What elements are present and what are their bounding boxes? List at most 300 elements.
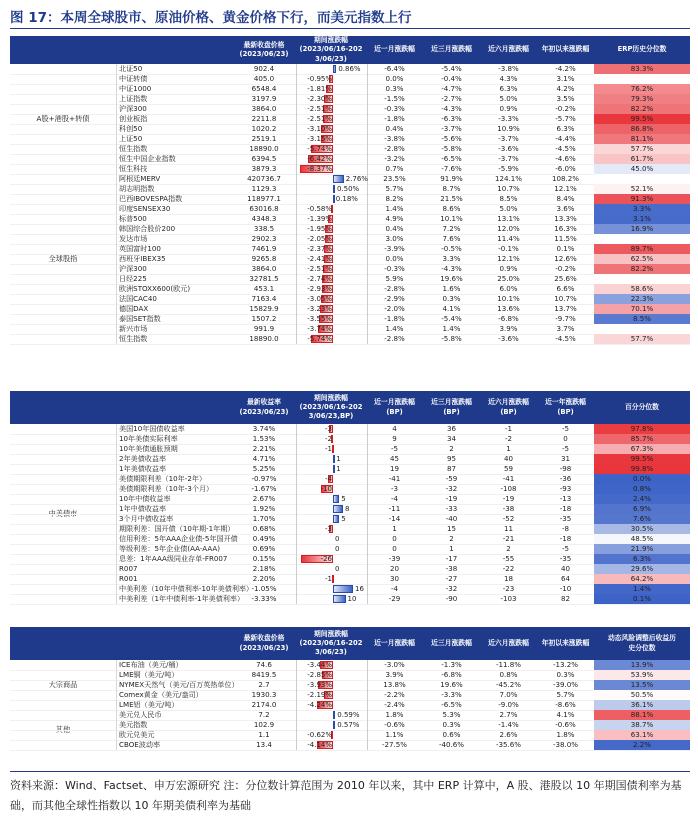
row-value: 1.8% <box>556 730 575 739</box>
change-label: -3.05% <box>307 295 332 303</box>
row-value: 8.4% <box>556 194 575 203</box>
row-name: 美元兑人民币 <box>116 710 235 720</box>
row-value: 2.7% <box>499 710 518 719</box>
percentile-cell: 8.5% <box>594 314 690 324</box>
row-name: 英国富时100 <box>116 244 235 254</box>
row-value: 0.3% <box>442 720 461 729</box>
row-value: 0.3% <box>556 670 575 679</box>
row-value: -0.6% <box>384 720 405 729</box>
change-label: -3.74% <box>307 325 332 333</box>
row-name: 发达市场 <box>116 234 235 244</box>
row-name: 阿根廷MERV <box>116 174 235 184</box>
header-cell: 期间涨跌幅 (2023/06/16-202 3/06/23,BP) <box>299 393 363 421</box>
row-value: 118977.1 <box>247 194 281 203</box>
negative-bar <box>332 575 334 583</box>
row-value: 902.4 <box>253 64 275 73</box>
row-value: 108.2% <box>551 174 580 183</box>
row-value: 0.4% <box>385 224 404 233</box>
row-value: 4.3% <box>499 74 518 83</box>
row-value: -4 <box>390 494 399 503</box>
row-value: -40.6% <box>438 740 465 749</box>
change-label: -2.37% <box>307 245 332 253</box>
row-value: 4.2% <box>556 84 575 93</box>
change-label: 0.59% <box>337 711 360 719</box>
row-name: 胡志明指数 <box>116 184 235 194</box>
row-value: 3.7% <box>556 324 575 333</box>
row-value: 6548.4 <box>251 84 277 93</box>
row-value: 12.0% <box>497 224 520 233</box>
row-name: 信用利差：5年AAA企业债-5年国开债 <box>116 534 235 544</box>
change-bar-cell <box>296 444 368 454</box>
percentile-cell <box>594 234 690 244</box>
change-label: -2.51% <box>307 115 332 123</box>
row-value: -36 <box>559 474 572 483</box>
header-cell <box>10 391 116 424</box>
row-value: -5.9% <box>498 164 519 173</box>
row-value: 8.6% <box>442 204 461 213</box>
change-bar-cell <box>296 104 368 114</box>
change-bar-cell <box>296 720 368 730</box>
change-bar-cell <box>296 594 368 604</box>
row-value: 2519.1 <box>251 134 277 143</box>
row-value: 25.0% <box>497 274 520 283</box>
group-label: 其他 <box>55 725 71 734</box>
positive-bar <box>333 721 335 729</box>
row-value: -3.3% <box>441 690 462 699</box>
row-value: -10 <box>559 584 572 593</box>
percentile-cell: 52.1% <box>594 184 690 194</box>
row-name: 西班牙IBEX35 <box>116 254 235 264</box>
row-value: 87 <box>446 464 457 473</box>
row-value: -98 <box>559 464 572 473</box>
row-value: 3.9% <box>499 324 518 333</box>
change-bar-cell <box>296 214 368 224</box>
change-label: -4.14% <box>307 741 332 749</box>
change-bar-cell <box>296 700 368 710</box>
change-bar-cell <box>296 134 368 144</box>
change-label: -3.55% <box>307 315 332 323</box>
change-bar-cell <box>296 204 368 214</box>
header-cell: 动态风险调整后收益历 史分位数 <box>608 634 676 652</box>
change-label: -3.15% <box>307 135 332 143</box>
row-value: -35 <box>559 514 572 523</box>
row-value: -108 <box>500 484 517 493</box>
change-label: -2.51% <box>307 265 332 273</box>
row-value: 32781.5 <box>249 274 279 283</box>
row-value: 13.8% <box>383 680 406 689</box>
row-name: 息差：1年AAA级同业存单-FR007 <box>116 554 235 564</box>
percentile-cell: 22.3% <box>594 294 690 304</box>
change-bar-cell <box>296 284 368 294</box>
row-value: -7.6% <box>441 164 462 173</box>
row-name: 欧元兑美元 <box>116 730 235 740</box>
row-name: 日经225 <box>116 274 235 284</box>
header-cell: 近六月涨跌幅 (BP) <box>488 398 529 416</box>
change-bar-cell <box>296 690 368 700</box>
percentile-cell: 79.3% <box>594 94 690 104</box>
row-value: 6.0% <box>499 284 518 293</box>
percentile-cell: 0.1% <box>594 594 690 604</box>
row-name: 科创50 <box>116 124 235 134</box>
percentile-cell: 53.9% <box>594 670 690 680</box>
row-value: -13.2% <box>552 660 579 669</box>
change-bar-cell <box>296 154 368 164</box>
percentile-cell: 57.7% <box>594 334 690 344</box>
row-value: 1.6% <box>442 284 461 293</box>
row-value: -5.6% <box>441 134 462 143</box>
change-label: 8 <box>345 505 350 513</box>
positive-bar <box>333 195 335 203</box>
row-value: 7163.4 <box>251 294 277 303</box>
row-value: -2.4% <box>384 700 405 709</box>
row-value: 2 <box>506 544 511 553</box>
row-value: 1.92% <box>252 504 276 513</box>
row-value: -41 <box>388 474 401 483</box>
row-value: -11 <box>388 504 401 513</box>
row-value: 0.7% <box>385 164 404 173</box>
row-value: 1.4% <box>442 324 461 333</box>
header-cell <box>10 627 116 660</box>
row-value: -21 <box>502 534 515 543</box>
change-label: -3 <box>325 425 332 433</box>
percentile-cell: 81.1% <box>594 134 690 144</box>
change-bar-cell <box>296 424 368 434</box>
change-bar-cell <box>296 74 368 84</box>
change-bar-cell <box>296 564 368 574</box>
row-value: -3.8% <box>498 64 519 73</box>
positive-bar <box>333 185 335 193</box>
percentile-cell: 62.5% <box>594 254 690 264</box>
row-value: 19 <box>389 464 400 473</box>
change-bar-cell <box>296 144 368 154</box>
row-value: 13.1% <box>497 214 520 223</box>
row-value: 59 <box>503 464 514 473</box>
row-name: 印度SENSEX30 <box>116 204 235 214</box>
row-value: -5 <box>561 424 570 433</box>
row-value: 1 <box>506 444 511 453</box>
row-value: 405.0 <box>253 74 275 83</box>
header-cell: 近一月涨跌幅 (BP) <box>374 398 415 416</box>
positive-bar <box>333 505 343 513</box>
row-value: 34 <box>446 434 457 443</box>
row-value: 6.6% <box>556 284 575 293</box>
change-label: -4 <box>325 475 332 483</box>
row-value: -5.8% <box>441 144 462 153</box>
row-value: 18890.0 <box>249 334 279 343</box>
row-name: 沪深300 <box>116 104 235 114</box>
change-bar-cell <box>296 64 368 74</box>
change-label: -3 <box>325 525 332 533</box>
row-value: -32 <box>445 484 458 493</box>
change-label: -2.85% <box>307 671 332 679</box>
percentile-cell: 76.2% <box>594 84 690 94</box>
row-value: 3.6% <box>556 204 575 213</box>
row-value: 2902.3 <box>251 234 277 243</box>
row-value: 102.9 <box>253 720 275 729</box>
row-value: -1.5% <box>384 94 405 103</box>
positive-bar <box>333 711 335 719</box>
change-bar-cell <box>296 174 368 184</box>
change-label: 5 <box>341 515 346 523</box>
change-label: 1 <box>336 455 341 463</box>
change-label: -1 <box>325 575 332 583</box>
row-value: -19 <box>445 494 458 503</box>
row-value: 1507.2 <box>251 314 277 323</box>
row-value: 11 <box>503 524 514 533</box>
group-label: 全球股指 <box>48 254 78 263</box>
row-value: -1.05% <box>251 584 277 593</box>
row-value: -1.3% <box>441 660 462 669</box>
row-value: 6.3% <box>499 84 518 93</box>
row-value: 2.21% <box>252 444 276 453</box>
change-bar-cell <box>296 184 368 194</box>
percentile-cell: 3.3% <box>594 204 690 214</box>
row-value: 10.7% <box>497 184 520 193</box>
change-label: -3.10% <box>307 125 332 133</box>
percentile-cell: 29.6% <box>594 564 690 574</box>
percentile-cell <box>594 274 690 284</box>
row-value: -4.2% <box>555 64 576 73</box>
row-value: 21.5% <box>440 194 463 203</box>
change-label: -2.51% <box>307 105 332 113</box>
row-value: 0.0% <box>385 74 404 83</box>
row-value: 23.5% <box>383 174 406 183</box>
change-bar-cell <box>296 314 368 324</box>
change-bar-cell <box>296 94 368 104</box>
row-value: -4.5% <box>555 334 576 343</box>
row-value: 19.6% <box>440 680 463 689</box>
positive-bar <box>333 495 339 503</box>
change-bar-cell <box>296 294 368 304</box>
negative-bar <box>332 445 334 453</box>
percentile-cell: 45.0% <box>594 164 690 174</box>
row-value: -5.4% <box>441 64 462 73</box>
row-value: 13.3% <box>554 214 577 223</box>
percentile-cell: 21.9% <box>594 544 690 554</box>
row-value: 63016.8 <box>249 204 279 213</box>
row-name: 恒生科技 <box>116 164 235 174</box>
row-value: 0.9% <box>499 104 518 113</box>
row-value: 7.0% <box>499 690 518 699</box>
change-label: -2.19% <box>307 691 332 699</box>
row-name: 恒生中国企业指数 <box>116 154 235 164</box>
change-label: 0.57% <box>337 721 360 729</box>
change-label: 0.50% <box>336 185 360 193</box>
positive-bar <box>333 65 336 73</box>
row-value: -27.5% <box>381 740 408 749</box>
header-cell: 最新收盘价格 (2023/06/23) <box>239 40 289 58</box>
header-cell: 百分分位数 <box>625 402 659 411</box>
row-value: -2.2% <box>384 690 405 699</box>
row-value: -5.4% <box>441 314 462 323</box>
change-bar-cell <box>296 514 368 524</box>
row-name: LME铜（美元/吨） <box>116 670 235 680</box>
row-value: 0 <box>563 434 568 443</box>
percentile-cell: 85.7% <box>594 434 690 444</box>
change-bar-cell <box>296 680 368 690</box>
change-label: -26 <box>320 555 332 563</box>
percentile-cell: 13.9% <box>594 660 690 670</box>
row-value: 0.1% <box>556 244 575 253</box>
row-value: 31 <box>560 454 571 463</box>
row-name: Comex黄金（美元/盎司） <box>116 690 235 700</box>
row-name: 法国CAC40 <box>116 294 235 304</box>
row-value: -5 <box>390 444 399 453</box>
row-name: 德国DAX <box>116 304 235 314</box>
row-value: 45 <box>389 454 400 463</box>
row-value: 9265.8 <box>251 254 277 263</box>
row-value: -2.7% <box>441 94 462 103</box>
row-value: 124.1% <box>494 174 523 183</box>
row-value: 1.70% <box>252 514 276 523</box>
row-value: 12.1% <box>497 254 520 263</box>
row-value: 7.2 <box>258 710 270 719</box>
row-value: -4.6% <box>555 154 576 163</box>
row-name: 美元指数 <box>116 720 235 730</box>
row-value: -3.3% <box>498 114 519 123</box>
change-bar-cell <box>296 194 368 204</box>
change-bar-cell <box>296 304 368 314</box>
row-value: 2.20% <box>252 574 276 583</box>
change-label: -4.24% <box>307 701 332 709</box>
header-cell: 近六月涨跌幅 <box>488 638 529 647</box>
change-bar-cell <box>296 224 368 234</box>
change-label: 16 <box>355 585 364 593</box>
header-cell: ERP历史分位数 <box>617 45 667 54</box>
row-name: 中美利差（1年中债利率-1年美债利率） <box>116 594 235 604</box>
row-value: -6.8% <box>441 670 462 679</box>
row-value: 18890.0 <box>249 144 279 153</box>
change-label: 0 <box>335 545 340 553</box>
row-value: -11.8% <box>495 660 522 669</box>
row-value: -33 <box>445 504 458 513</box>
percentile-cell: 61.7% <box>594 154 690 164</box>
row-value: 2 <box>449 534 454 543</box>
row-value: 5.0% <box>499 204 518 213</box>
row-value: -4 <box>390 584 399 593</box>
row-value: 5.0% <box>499 94 518 103</box>
row-value: 1 <box>449 544 454 553</box>
change-bar-cell <box>296 484 368 494</box>
row-value: 18 <box>503 574 514 583</box>
row-value: 13.4 <box>256 740 272 749</box>
header-cell <box>116 627 232 660</box>
percentile-cell: 6.3% <box>594 554 690 564</box>
row-value: -3.6% <box>498 144 519 153</box>
row-name: 标普500 <box>116 214 235 224</box>
change-label: -5.74% <box>307 145 332 153</box>
row-name: LME铝（美元/吨） <box>116 700 235 710</box>
header-cell: 近三月涨跌幅 (BP) <box>431 398 472 416</box>
row-value: -38.0% <box>552 740 579 749</box>
row-value: -29 <box>388 594 401 603</box>
row-value: 3.9% <box>385 670 404 679</box>
change-label: -2.74% <box>307 275 332 283</box>
row-value: 19.6% <box>440 274 463 283</box>
row-value: 2 <box>449 444 454 453</box>
row-value: -0.2% <box>555 264 576 273</box>
row-name: 巴西IBOVESPA指数 <box>116 194 235 204</box>
percentile-cell: 91.3% <box>594 194 690 204</box>
change-bar-cell <box>296 464 368 474</box>
row-name: 韩国综合股价200 <box>116 224 235 234</box>
row-name: 恒生指数 <box>116 144 235 154</box>
row-value: 10.9% <box>497 124 520 133</box>
header-cell: 近一月涨跌幅 <box>374 45 415 54</box>
source-note: 资料来源：Wind、Factset、申万宏源研究 注：分位数计算范围为 2010 年以来，其中 ERP 计算中，A 股、港股以 10 年期国债利率为基础，而其他全球性指数以 10 年期美债利率为基础 <box>10 771 690 816</box>
row-name: 美债期限利差（10年-3个月） <box>116 484 235 494</box>
positive-bar <box>333 585 353 593</box>
percentile-cell: 6.9% <box>594 504 690 514</box>
row-value: -1.8% <box>384 114 405 123</box>
row-value: -8 <box>561 524 570 533</box>
row-value: -0.3% <box>384 104 405 113</box>
row-value: 0.3% <box>442 294 461 303</box>
change-label: -0.62% <box>307 731 332 739</box>
change-label: 0.18% <box>335 195 358 203</box>
row-value: 20 <box>389 564 400 573</box>
percentile-cell: 88.1% <box>594 710 690 720</box>
row-name: 中美利差（10年中债利率-10年美债利率） <box>116 584 235 594</box>
row-name: 1年中债收益率 <box>116 504 235 514</box>
change-bar-cell <box>296 574 368 584</box>
title-rule <box>10 28 690 29</box>
percentile-cell: 16.9% <box>594 224 690 234</box>
change-bar-cell <box>296 434 368 444</box>
percentile-cell: 57.7% <box>594 144 690 154</box>
change-label: -3.44% <box>307 661 332 669</box>
row-name: 10年中债收益率 <box>116 494 235 504</box>
change-bar-cell <box>296 504 368 514</box>
row-value: 64 <box>560 574 571 583</box>
row-value: 12.6% <box>554 254 577 263</box>
row-value: 991.9 <box>253 324 275 333</box>
row-value: 95 <box>446 454 457 463</box>
row-value: 1.4% <box>385 204 404 213</box>
percentile-cell: 30.5% <box>594 524 690 534</box>
change-bar-cell <box>296 494 368 504</box>
row-name: NYMEX天然气（美元/百万英热单位） <box>116 680 235 690</box>
row-value: -3.33% <box>251 594 277 603</box>
row-value: 7461.9 <box>251 244 277 253</box>
row-value: 2.7 <box>258 680 270 689</box>
change-bar-cell <box>296 534 368 544</box>
row-value: -4.7% <box>441 84 462 93</box>
row-value: -4.5% <box>555 144 576 153</box>
row-value: 0.49% <box>252 534 276 543</box>
row-name: 中证1000 <box>116 84 235 94</box>
section-header-equity <box>10 36 690 64</box>
row-value: -90 <box>445 594 458 603</box>
header-cell: 期间涨跌幅 (2023/06/16-202 3/06/23) <box>299 36 363 63</box>
row-value: 8.2% <box>385 194 404 203</box>
row-value: -1 <box>504 424 513 433</box>
row-value: 1 <box>392 524 397 533</box>
row-value: 82 <box>560 594 571 603</box>
row-name: 恒生指数 <box>116 334 235 344</box>
change-label: 0 <box>335 565 340 573</box>
row-value: 5.7% <box>556 690 575 699</box>
change-bar-cell <box>296 114 368 124</box>
row-value: 4.1% <box>442 304 461 313</box>
row-value: 1020.2 <box>251 124 277 133</box>
percentile-cell: 64.2% <box>594 574 690 584</box>
change-label: -2.93% <box>307 285 332 293</box>
change-bar-cell <box>296 274 368 284</box>
row-value: -6.5% <box>441 700 462 709</box>
row-name: 泰国SET指数 <box>116 314 235 324</box>
change-label: -2.05% <box>307 235 332 243</box>
